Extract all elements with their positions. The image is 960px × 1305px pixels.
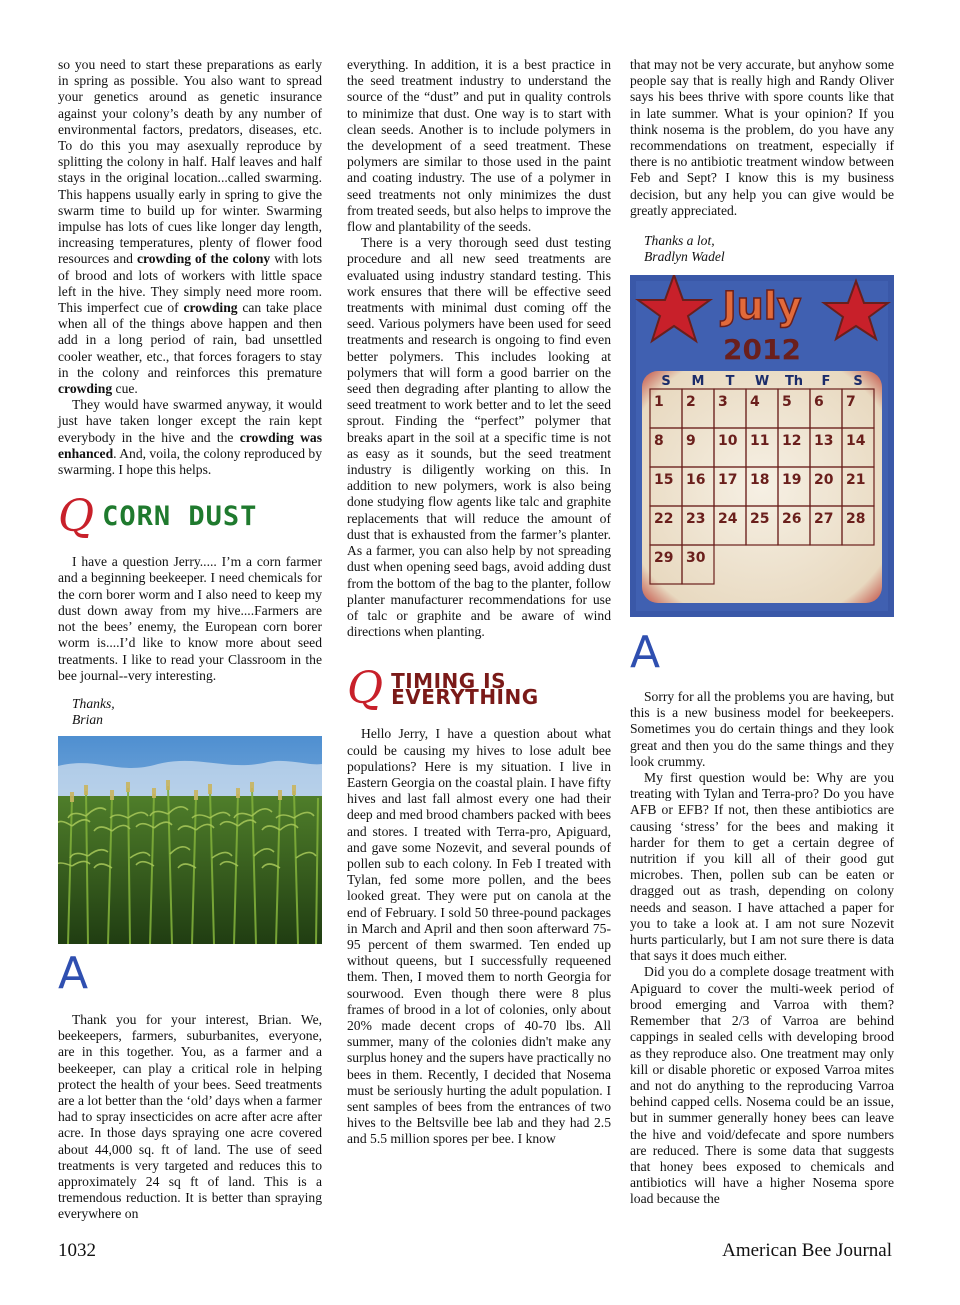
calendar-month: July <box>722 284 802 329</box>
calendar-day: 21 <box>846 472 866 489</box>
calendar-day: 9 <box>686 433 696 450</box>
calendar-day: 28 <box>846 511 866 528</box>
calendar-day: 1 <box>654 394 664 411</box>
paragraph: so you need to start these preparations as early in spring as possible. You also want to spread your genetics around as genetic insurance against your colony’s death by any number of environmental factors, predators, diseases, etc. To do this you may asexually reproduce by splitting the colony in half. Half leaves and half stays in the original location...called swarming. This happens usually early in spring to give the swarm time to build up for winter. Swarming impulse has lots of cues like longer day length, increasing temperatures, plenty of flower food resources and crowding of the colony with lots of brood and lots of workers with little space left in the hive. They simply need more room. This imperfect cue of crowding can take place when all of the things above happen and then add in a long period of rain, bad unsettled cooler weather, etc., that forces foragers to stay in the colony and reinforces this premature crowding cue. <box>58 57 323 397</box>
calendar-day: 19 <box>782 472 802 489</box>
calendar-year: 2012 <box>723 333 801 367</box>
paragraph: There is a very thorough seed dust testing procedure and all new seed treatments are evaluated using industry standard testing. This work ensures that there will be effective seed treatments with minimal dust coming off the seed. Various polymers have been used for seed treatments and research is ongoing to find even better polymers. This includes looking at polymers that will form a good barrier on the seed then degrading after planting to allow the seed treatment to work better and to let the seed sprout. Finding the “perfect” polymer that breaks apart in the soil at a specific time is not as easy as it sounds, but the seed treatment industry is diligently working on this. In addition to new polymers, work is also being done studying flow agents like talc and graphite replacements that will reduce the amount of dust that is exhausted from the farmer’s planter. As a farmer, you can also help by not spreading dust when opening seed bags, avoid adding dust from the bottom of the bag to the planter, follow planter manufacturer recommendations for use of talc or graphite and be aware of wind directions when planting. <box>347 235 611 640</box>
page-number: 1032 <box>58 1240 96 1261</box>
weekday-label: F <box>821 374 831 390</box>
weekday-label: M <box>691 374 705 390</box>
answer-paragraph: Sorry for all the problems you are having, but this is a new business model for beekeepers. Sometimes you do certain things and they look great and then you do the same things and they look crummy. <box>630 689 894 769</box>
answer-heading <box>58 947 322 1002</box>
a-letter-icon: A <box>58 947 89 999</box>
column-2 <box>347 57 611 1148</box>
weekday-label: T <box>725 374 735 390</box>
answer-heading <box>630 627 894 681</box>
calendar-day: 30 <box>686 550 706 567</box>
section-title: TIMING IS EVERYTHING <box>391 669 539 710</box>
calendar-day: 22 <box>654 511 674 528</box>
signature-name: Bradlyn Wadel <box>644 249 725 265</box>
signature-line: Thanks a lot, <box>644 233 715 249</box>
signature-name: Brian <box>72 711 103 727</box>
calendar-day: 16 <box>686 472 706 489</box>
calendar-day: 10 <box>718 433 738 450</box>
question-text: I have a question Jerry..... I’m a corn farmer and a beginning beekeeper. I need chemicals for the corn borer worm and I also need to keep my dust down away from my hive....Farmers are not the bees’ enemy, the European corn borer worm is....I’d like to know more about seed treatments. I like to read your Classroom in the bee journal--very interesting. <box>58 554 322 683</box>
q-letter-icon: Q <box>347 663 384 715</box>
calendar-day: 20 <box>814 472 834 489</box>
paragraph: everything. In addition, it is a best practice in the seed treatment industry to understand the source of the “dust” and put in quality controls to minimize that dust. One way is to start with clean seeds. Another is to include polymers in the development of a seed treatment. These polymers are similar to those used in the paint and coating industry. The use of a polymer in seed treatments not only minimizes the dust from treated seeds, but also helps to improve the flow and plantability of the seeds. <box>347 57 611 235</box>
calendar-day: 24 <box>718 511 738 528</box>
calendar-day: 17 <box>718 472 738 489</box>
journal-name: American Bee Journal <box>722 1240 892 1261</box>
column-3 <box>630 57 894 1208</box>
calendar-day: 13 <box>814 433 834 450</box>
question-text: Hello Jerry, I have a question about what could be causing my hives to lose adult bee populations? Here is my situation. I live in Eastern Georgia on the coastal plain. I have fifty hives and last fall almost every one had their deep and med brood chambers packed with bees and stores. I treated with Terra-pro, Apiguard, and gave some Nozevit, and several pounds of pollen sub to each colony. In Feb I treated with Tylan, fed some more pollen, and the bees looked great. They were put on canola at the end of February. I sold 50 three-pound packages in March and April and then soon afterward 75-95 percent of them swarmed. Ten ended up without queens, but I successfully requeened them. Then, I moved them to north Georgia for sourwood. Even though there were 8 plus frames of brood in a lot of colonies, only about 20% made decent crops of 40-70 lbs. All summer, many of the colonies didn't make any surplus honey and the supers have practically no bees in them. Recently, I decided that Nosema must be seriously hurting the adult population. I sent samples of bees from the entrances of two hives to the Beltsville bee lab and they had 2.5 and 5.5 million spores per bee. I know <box>347 726 611 1147</box>
answer-text: Thank you for your interest, Brian. We, beekeepers, farmers, suburbanites, everyone, are in this together. You, as a farmer and a beekeeper, can play a critical role in helping protect the health of your bees. Seed treatments are a lot better than the ‘old’ days when a farmer had to spray insecticides on acre after acre after acre. In those days spraying one acre covered about 44,000 sq. ft of land. The use of seed treatments is very targeted and reduces this to approximately 24 sq ft of land. This is a tremendous reduction. It is better than spraying everywhere on <box>58 1011 322 1222</box>
signature-line: Thanks, <box>72 695 115 711</box>
calendar-day: 29 <box>654 550 674 567</box>
paragraph: that may not be very accurate, but anyhow some people say that is really high and Randy Oliver says his bees thrive with spore counts like that in late summer. What is your opinion? If you think nosema is the problem, do you have any recommendations on treatment, especially if there is no antibiotic treatment window between Feb and Sept? I know this is my business decision, but any help you can give would be greatly appreciated. <box>630 57 894 218</box>
answer-paragraph: My first question would be: Why are you treating with Tylan and Terra-pro? Do you have AFB or EFB? If not, then these antibiotics are causing ‘stress’ for the bees and making it harder for them to get a certain degree of nutrition if you kill all of their good gut microbes. Then, pollen sub can be eaten or dragged out as trash, depending on colony needs and season. I have attached a paper for you to take a look at. I am not sure Nozevit hurts particularly, but I am not sure there is data that says it does much either. <box>630 770 894 964</box>
calendar-day: 18 <box>750 472 770 489</box>
calendar-day: 11 <box>750 433 770 450</box>
corn-field-photo <box>58 736 322 944</box>
paragraph: They would have swarmed anyway, it would just have taken longer except the rain kept everybody in the hive and the crowding was enhanced. And, voila, the colony reproduced by swarming. I hope this helps. <box>58 397 322 478</box>
calendar-day: 27 <box>814 511 834 528</box>
calendar-day: 6 <box>814 394 824 411</box>
calendar-day: 5 <box>782 394 792 411</box>
calendar-day: 4 <box>750 394 760 411</box>
question-heading-timing <box>347 664 611 714</box>
calendar-day: 14 <box>846 433 866 450</box>
question-heading-corn-dust <box>58 492 322 542</box>
column-1 <box>58 57 322 1223</box>
calendar-day: 2 <box>686 394 696 411</box>
weekday-label: S <box>853 374 863 390</box>
q-letter-icon: Q <box>58 491 95 543</box>
calendar-day: 3 <box>718 394 728 411</box>
section-title: CORN DUST <box>102 501 258 533</box>
calendar-day: 8 <box>654 433 664 450</box>
weekday-label: S <box>661 374 671 390</box>
weekday-label: Th <box>784 374 804 390</box>
calendar-day: 23 <box>686 511 706 528</box>
weekday-label: W <box>754 374 770 390</box>
calendar-july-2012 <box>630 275 894 617</box>
answer-paragraph: Did you do a complete dosage treatment with Apiguard to cover the multi-week period of brood emerging and Varroa with them? Remember that 2/3 of Varroa are behind cappings in sealed cells with developing brood as they reproduce also. One treatment may only kill or disable phoretic or exposed Varroa mites and not do anything to the reproducing Varroa behind capped cells. Nosema could be an issue, but in summer generally honey bees can leave the hive and void/defecate and spore numbers are reduced. There is some data that suggests that honey bees exposed to chemicals and antibiotics will have a higher Nosema spore load because the <box>630 964 894 1207</box>
a-letter-icon: A <box>630 627 661 679</box>
calendar-day: 25 <box>750 511 770 528</box>
calendar-day: 12 <box>782 433 802 450</box>
calendar-day: 7 <box>846 394 856 411</box>
calendar-day: 15 <box>654 472 674 489</box>
calendar-day: 26 <box>782 511 802 528</box>
